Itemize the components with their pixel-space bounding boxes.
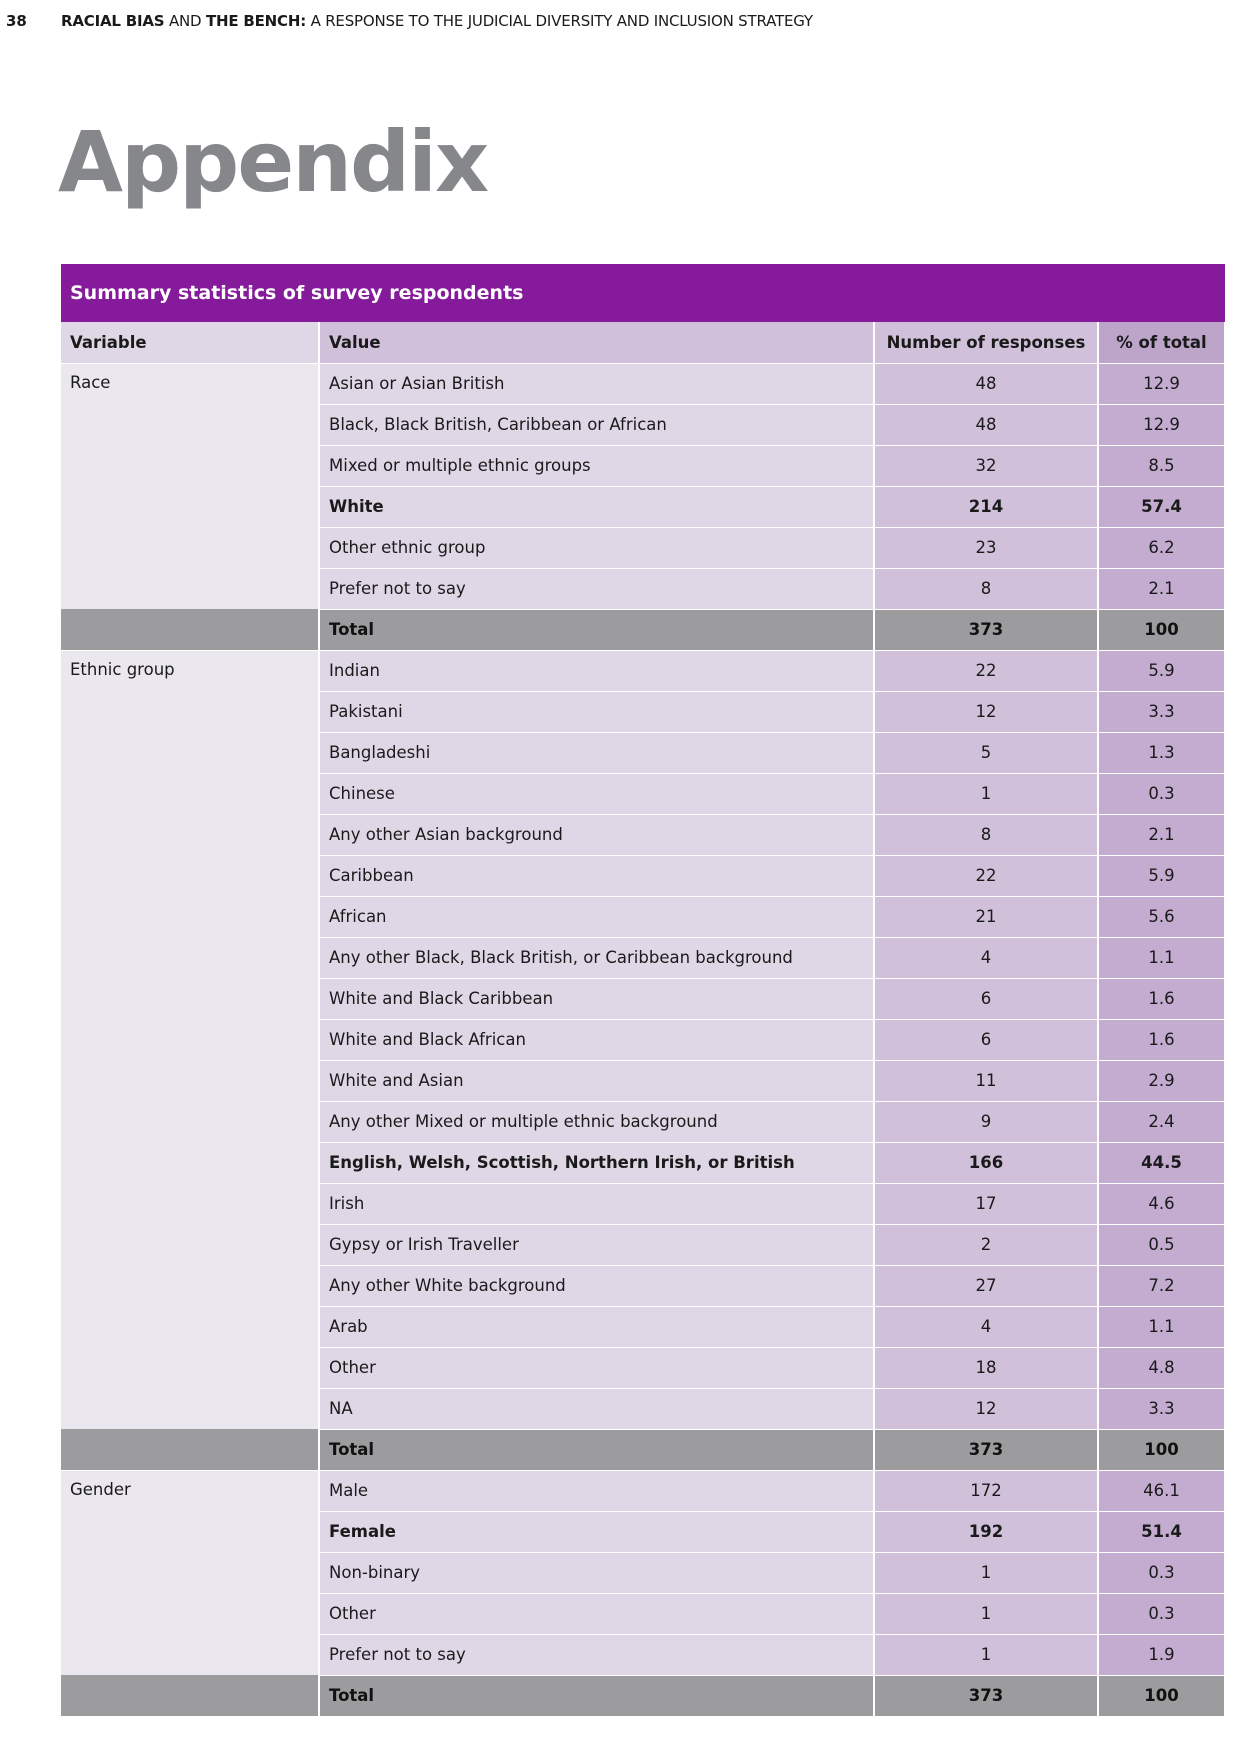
value-cell: English, Welsh, Scottish, Northern Irish, or British [319,1142,874,1183]
count-cell: 18 [874,1347,1098,1388]
percent-cell: 1.1 [1098,1306,1225,1347]
table-caption: Summary statistics of survey respondents [61,264,1225,322]
column-header-variable: Variable [61,322,319,363]
value-cell: African [319,896,874,937]
count-cell: 166 [874,1142,1098,1183]
variable-cell: Gender [61,1470,319,1675]
percent-cell: 2.9 [1098,1060,1225,1101]
value-cell: Gypsy or Irish Traveller [319,1224,874,1265]
count-cell: 6 [874,1019,1098,1060]
count-cell: 9 [874,1101,1098,1142]
count-cell: 48 [874,404,1098,445]
count-cell: 8 [874,568,1098,609]
percent-cell: 2.1 [1098,814,1225,855]
value-cell: Black, Black British, Caribbean or African [319,404,874,445]
table-row [61,1470,1225,1511]
percent-cell: 0.3 [1098,1552,1225,1593]
value-cell: Prefer not to say [319,568,874,609]
total-row [61,609,1225,650]
total-label-cell: Total [319,609,874,650]
count-cell: 27 [874,1265,1098,1306]
percent-cell: 46.1 [1098,1470,1225,1511]
document-title [61,10,813,32]
total-percent-cell: 100 [1098,1429,1225,1470]
value-cell: Other ethnic group [319,527,874,568]
count-cell: 1 [874,1552,1098,1593]
percent-cell: 1.6 [1098,978,1225,1019]
value-cell: Arab [319,1306,874,1347]
count-cell: 4 [874,937,1098,978]
count-cell: 1 [874,1593,1098,1634]
page-number: 38 [6,12,27,30]
count-cell: 5 [874,732,1098,773]
count-cell: 192 [874,1511,1098,1552]
value-cell: Other [319,1593,874,1634]
table-row [61,363,1225,404]
value-cell: Any other Asian background [319,814,874,855]
value-cell: Bangladeshi [319,732,874,773]
total-count-cell: 373 [874,1429,1098,1470]
doc-title-part-4: A RESPONSE TO THE JUDICIAL DIVERSITY AND INCLUSION STRATEGY [306,12,813,30]
total-row [61,1429,1225,1470]
percent-cell: 4.6 [1098,1183,1225,1224]
table-row [61,650,1225,691]
count-cell: 12 [874,1388,1098,1429]
percent-cell: 44.5 [1098,1142,1225,1183]
column-header-value: Value [319,322,874,363]
summary-statistics-table [61,322,1226,1717]
percent-cell: 8.5 [1098,445,1225,486]
value-cell: Mixed or multiple ethnic groups [319,445,874,486]
count-cell: 22 [874,855,1098,896]
value-cell: Indian [319,650,874,691]
percent-cell: 0.3 [1098,773,1225,814]
value-cell: Chinese [319,773,874,814]
percent-cell: 51.4 [1098,1511,1225,1552]
total-count-cell: 373 [874,1675,1098,1716]
count-cell: 23 [874,527,1098,568]
count-cell: 4 [874,1306,1098,1347]
value-cell: White and Black Caribbean [319,978,874,1019]
total-percent-cell: 100 [1098,1675,1225,1716]
total-spacer-cell [61,1675,319,1716]
total-spacer-cell [61,1429,319,1470]
value-cell: Any other White background [319,1265,874,1306]
percent-cell: 7.2 [1098,1265,1225,1306]
percent-cell: 12.9 [1098,404,1225,445]
table-body [61,363,1225,1716]
table-header-row [61,322,1225,363]
percent-cell: 1.3 [1098,732,1225,773]
total-label-cell: Total [319,1675,874,1716]
percent-cell: 5.9 [1098,650,1225,691]
count-cell: 1 [874,1634,1098,1675]
value-cell: Irish [319,1183,874,1224]
column-header-number-of-responses: Number of responses [874,322,1098,363]
value-cell: Non-binary [319,1552,874,1593]
percent-cell: 3.3 [1098,1388,1225,1429]
value-cell: Male [319,1470,874,1511]
column-header-percent-of-total: % of total [1098,322,1225,363]
percent-cell: 4.8 [1098,1347,1225,1388]
count-cell: 22 [874,650,1098,691]
percent-cell: 0.5 [1098,1224,1225,1265]
value-cell: Female [319,1511,874,1552]
doc-title-part-3: THE BENCH: [205,12,307,30]
percent-cell: 1.6 [1098,1019,1225,1060]
value-cell: Other [319,1347,874,1388]
percent-cell: 12.9 [1098,363,1225,404]
count-cell: 8 [874,814,1098,855]
count-cell: 1 [874,773,1098,814]
percent-cell: 6.2 [1098,527,1225,568]
percent-cell: 1.1 [1098,937,1225,978]
count-cell: 17 [874,1183,1098,1224]
total-percent-cell: 100 [1098,609,1225,650]
page-title: Appendix [58,113,488,211]
count-cell: 11 [874,1060,1098,1101]
variable-cell: Race [61,363,319,609]
percent-cell: 5.9 [1098,855,1225,896]
percent-cell: 57.4 [1098,486,1225,527]
value-cell: Prefer not to say [319,1634,874,1675]
count-cell: 12 [874,691,1098,732]
value-cell: White [319,486,874,527]
doc-title-part-1: RACIAL BIAS [61,12,165,30]
value-cell: Any other Mixed or multiple ethnic background [319,1101,874,1142]
count-cell: 6 [874,978,1098,1019]
percent-cell: 0.3 [1098,1593,1225,1634]
count-cell: 2 [874,1224,1098,1265]
count-cell: 21 [874,896,1098,937]
value-cell: NA [319,1388,874,1429]
percent-cell: 1.9 [1098,1634,1225,1675]
variable-cell: Ethnic group [61,650,319,1429]
percent-cell: 2.4 [1098,1101,1225,1142]
count-cell: 214 [874,486,1098,527]
value-cell: White and Asian [319,1060,874,1101]
percent-cell: 3.3 [1098,691,1225,732]
doc-title-part-2: AND [164,12,206,30]
count-cell: 32 [874,445,1098,486]
total-label-cell: Total [319,1429,874,1470]
value-cell: White and Black African [319,1019,874,1060]
value-cell: Caribbean [319,855,874,896]
running-header [0,10,1233,32]
total-spacer-cell [61,609,319,650]
value-cell: Any other Black, Black British, or Caribbean background [319,937,874,978]
value-cell: Pakistani [319,691,874,732]
total-row [61,1675,1225,1716]
count-cell: 48 [874,363,1098,404]
percent-cell: 2.1 [1098,568,1225,609]
value-cell: Asian or Asian British [319,363,874,404]
percent-cell: 5.6 [1098,896,1225,937]
total-count-cell: 373 [874,609,1098,650]
count-cell: 172 [874,1470,1098,1511]
